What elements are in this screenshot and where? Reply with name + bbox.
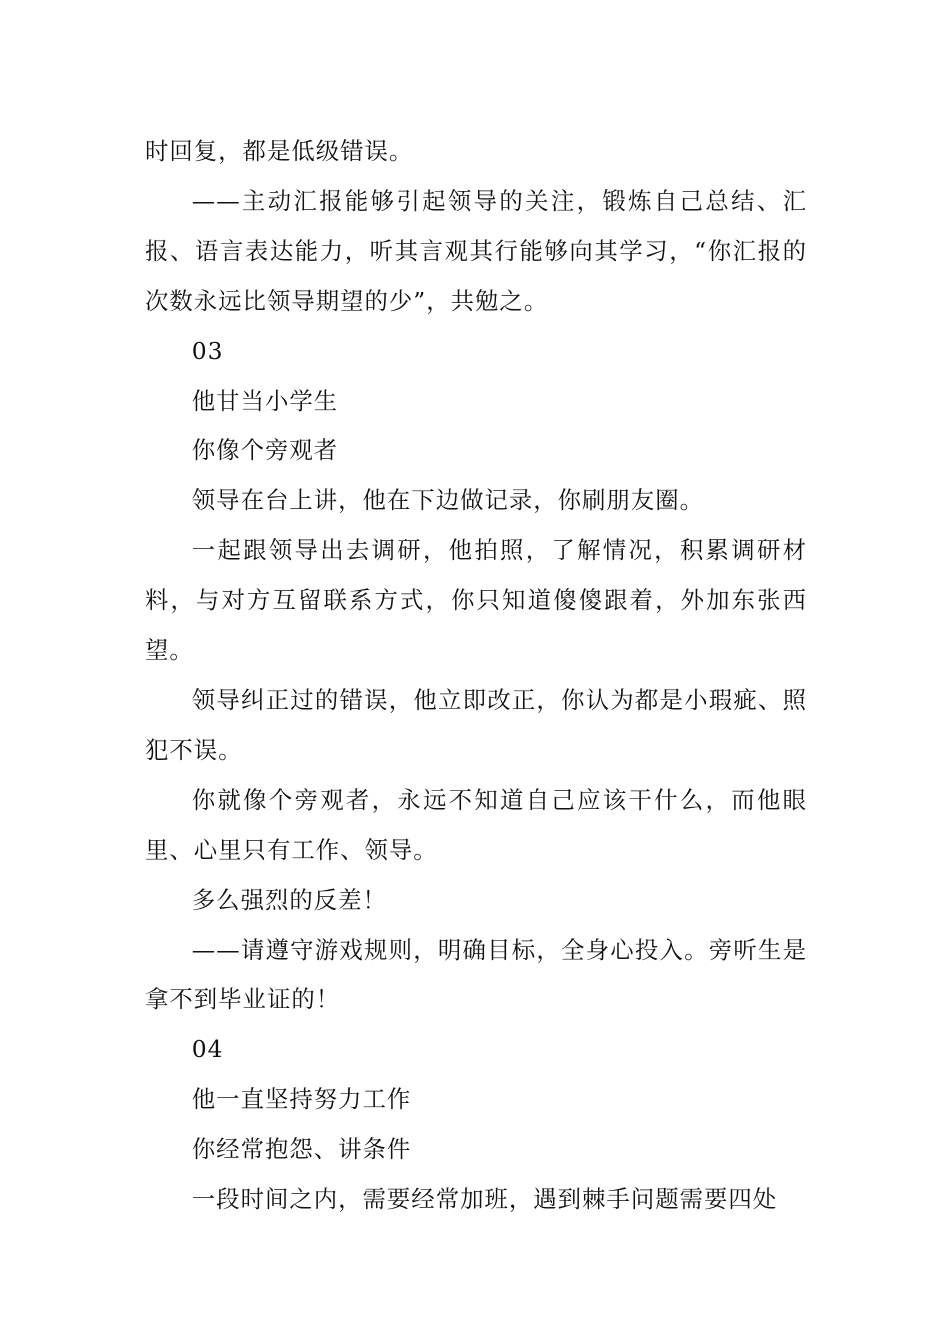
subheading-complain: 你经常抱怨、讲条件 [191,1135,412,1164]
subheading-hardwork: 他一直坚持努力工作 [191,1085,412,1114]
paragraph-rules: ——请遵守游戏规则，明确目标，全身心投入。旁听生是拿不到毕业证的！ [145,935,807,1014]
paragraph-corrections: 领导纠正过的错误，他立即改正，你认为都是小瑕疵、照犯不误。 [145,685,807,764]
paragraph-report-summary: ——主动汇报能够引起领导的关注，锻炼自己总结、汇报、语言表达能力，听其言观其行能够向其学习，“你汇报的次数永远比领导期望的少”，共勉之。 [145,186,807,315]
paragraph-bystander: 你就像个旁观者，永远不知道自己应该干什么，而他眼里、心里只有工作、领导。 [145,785,807,864]
subheading-bystander: 你像个旁观者 [191,436,339,465]
paragraph-research: 一起跟领导出去调研，他拍照，了解情况，积累调研材料，与对方互留联系方式，你只知道傻傻跟着，外加东张西望。 [145,536,807,665]
document-page [145,127,807,1225]
section-number-03: 03 [191,336,224,365]
paragraph-contrast: 多么强烈的反差！ [191,885,387,914]
paragraph-overtime: 一段时间之内，需要经常加班，遇到棘手问题需要四处 [191,1185,778,1214]
section-number-04: 04 [191,1035,224,1064]
paragraph-notes: 领导在台上讲，他在下边做记录，你刷朋友圈。 [191,486,704,515]
paragraph-continuation: 时回复，都是低级错误。 [145,137,414,165]
subheading-student: 他甘当小学生 [191,386,339,415]
